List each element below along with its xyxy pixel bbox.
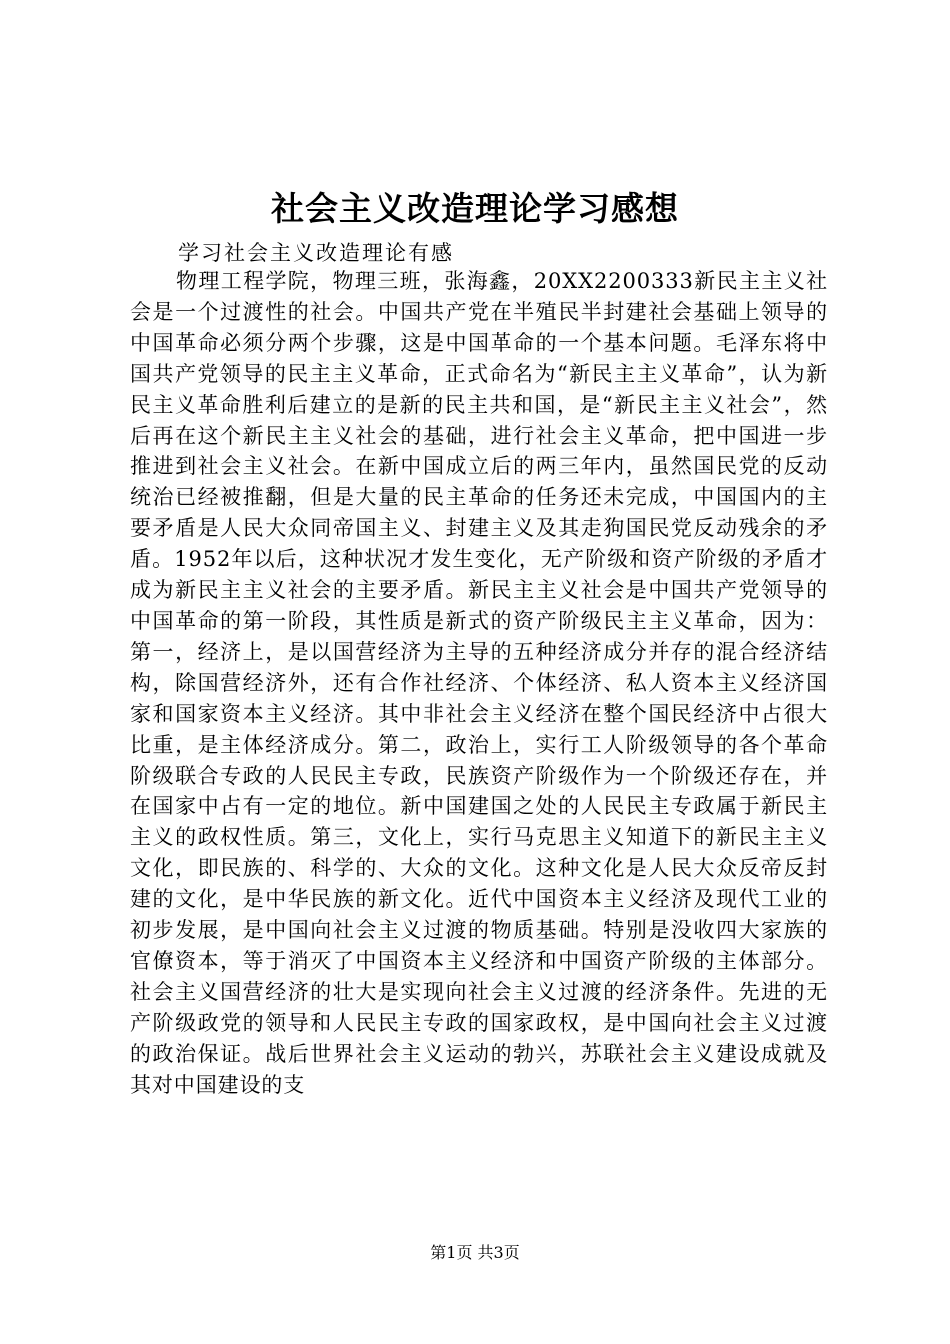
page-footer: 第1页 共3页 [430, 1243, 520, 1262]
body-paragraph: 物理工程学院，物理三班，张海鑫，20XX2200333新民主主义社会是一个过渡性的社会。中国共产党在半殖民半封建社会基础上领导的中国革命必须分两个步骤，这是中国革命的一个基本问题。毛泽东将中国共产党领导的民主主义革命，正式命名为“新民主主义革命”，认为新民主义革命胜利后建立的是新的民主共和国，是“新民主主义社会”，然后再在这个新民主主义社会的基础，进行社会主义革命，把中国进一步推进到社会主义社会。在新中国成立后的两三年内，虽然国民党的反动统治已经被推翻，但是大量的民主革命的任务还未完成，中国国内的主要矛盾是人民大众同帝国主义、封建主义及其走狗国民党反动残余的矛盾。1952年以后，这种状况才发生变化，无产阶级和资产阶级的矛盾才成为新民主主义社会的主要矛盾。新民主主义社会是中国共产党领导的中国革命的第一阶段，其性质是新式的资产阶级民主主义革命，因为：第一，经济上，是以国营经济为主导的五种经济成分并存的混合经济结构，除国营经济外，还有合作社经济、个体经济、私人资本主义经济国家和国家资本主义经济。其中非社会主义经济在整个国民经济中占很大比重，是主体经济成分。第二，政治上，实行工人阶级领导的各个革命阶级联合专政的人民民主专政，民族资产阶级作为一个阶级还存在，并在国家中占有一定的地位。新中国建国之处的人民民主专政属于新民主主义的政权性质。第三，文化上，实行马克思主义知道下的新民主主义文化，即民族的、科学的、大众的文化。这种文化是人民大众反帝反封建的文化，是中华民族的新文化。近代中国资本主义经济及现代工业的初步发展，是中国向社会主义过渡的物质基础。特别是没收四大家族的官僚资本，等于消灭了中国资本主义经济和中国资产阶级的主体部分。社会主义国营经济的壮大是实现向社会主义过渡的经济条件。先进的无产阶级政党的领导和人民民主专政的国家政权，是中国向社会主义过渡的政治保证。战后世界社会主义运动的勃兴，苏联社会主义建设成就及其对中国建设的支 [130, 269, 828, 1097]
document-subtitle: 学习社会主义改造理论有感 [178, 241, 454, 265]
document-title: 社会主义改造理论学习感想 [271, 189, 679, 228]
